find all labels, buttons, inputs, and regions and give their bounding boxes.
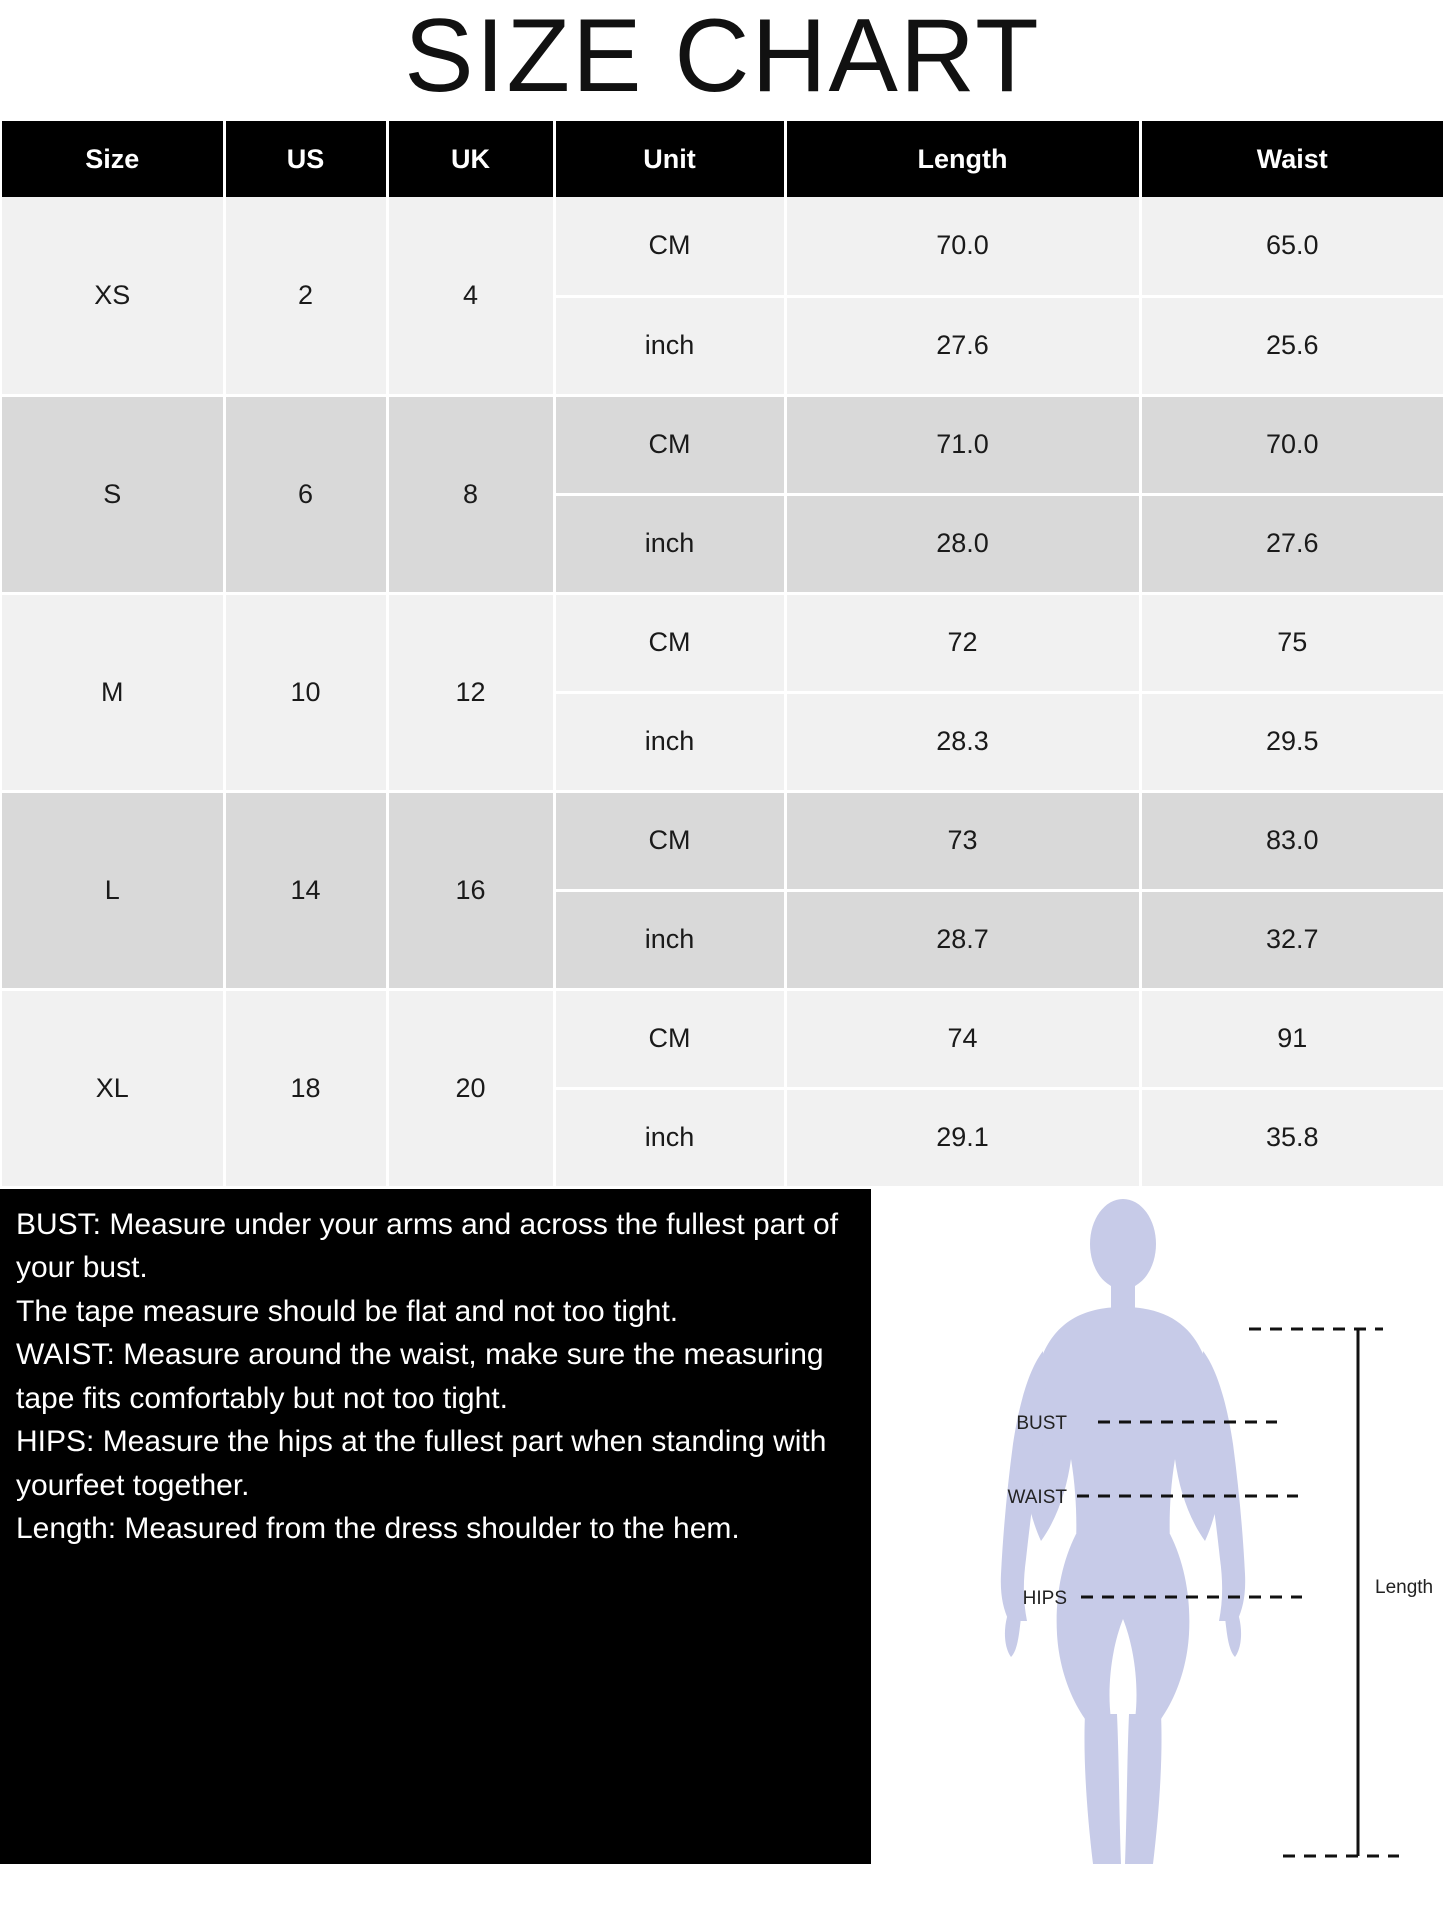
cell-us: 18	[224, 989, 387, 1187]
cell-uk: 20	[387, 989, 554, 1187]
column-header-size: Size	[2, 121, 224, 197]
table-row	[2, 197, 1443, 296]
column-header-us: US	[224, 121, 387, 197]
page-title: SIZE CHART	[404, 0, 1041, 114]
cell-uk: 8	[387, 395, 554, 593]
cell-length: 72	[785, 593, 1140, 692]
cell-size: L	[2, 791, 224, 989]
instruction-line-waist: WAIST: Measure around the waist, make sure the measuring tape fits comfortably but not too tight.	[16, 1338, 824, 1415]
cell-size: M	[2, 593, 224, 791]
size-chart-table-wrapper	[0, 121, 1445, 1189]
cell-length: 28.0	[785, 494, 1140, 593]
cell-waist: 83.0	[1140, 791, 1443, 890]
instruction-line-bust: BUST: Measure under your arms and across the fullest part of your bust.	[16, 1207, 839, 1285]
cell-unit: CM	[554, 395, 785, 494]
cell-waist: 32.7	[1140, 890, 1443, 989]
label-length: Length	[1375, 1576, 1434, 1598]
table-row	[2, 593, 1443, 692]
cell-waist: 65.0	[1140, 197, 1443, 296]
cell-unit: CM	[554, 791, 785, 890]
table-row	[2, 791, 1443, 890]
cell-unit: inch	[554, 890, 785, 989]
label-bust: BUST	[1016, 1412, 1067, 1434]
table-header-row	[2, 121, 1443, 197]
cell-waist: 27.6	[1140, 494, 1443, 593]
label-hips: HIPS	[1022, 1587, 1067, 1609]
instruction-line-length: Length: Measured from the dress shoulder to the hem.	[16, 1512, 740, 1546]
cell-waist: 91	[1140, 989, 1443, 1088]
cell-length: 74	[785, 989, 1140, 1088]
cell-unit: inch	[554, 692, 785, 791]
label-waist: WAIST	[1007, 1486, 1067, 1508]
cell-uk: 16	[387, 791, 554, 989]
cell-us: 6	[224, 395, 387, 593]
measurement-figure	[871, 1189, 1445, 1864]
cell-us: 14	[224, 791, 387, 989]
column-header-uk: UK	[387, 121, 554, 197]
measurement-instructions	[0, 1189, 871, 1864]
cell-unit: CM	[554, 197, 785, 296]
instruction-line-tape: The tape measure should be flat and not too tight.	[16, 1294, 679, 1328]
column-header-unit: Unit	[554, 121, 785, 197]
cell-unit: inch	[554, 296, 785, 395]
cell-length: 27.6	[785, 296, 1140, 395]
cell-waist: 35.8	[1140, 1088, 1443, 1187]
cell-unit: CM	[554, 989, 785, 1088]
mannequin-silhouette	[1001, 1199, 1245, 1864]
bottom-section	[0, 1189, 1445, 1864]
column-header-waist: Waist	[1140, 121, 1443, 197]
cell-length: 70.0	[785, 197, 1140, 296]
table-row	[2, 989, 1443, 1088]
cell-size: S	[2, 395, 224, 593]
cell-us: 2	[224, 197, 387, 395]
size-chart-table	[2, 121, 1443, 1189]
cell-unit: inch	[554, 1088, 785, 1187]
cell-size: XS	[2, 197, 224, 395]
cell-length: 29.1	[785, 1088, 1140, 1187]
cell-size: XL	[2, 989, 224, 1187]
cell-waist: 25.6	[1140, 296, 1443, 395]
cell-length: 28.7	[785, 890, 1140, 989]
cell-us: 10	[224, 593, 387, 791]
cell-waist: 75	[1140, 593, 1443, 692]
cell-unit: inch	[554, 494, 785, 593]
column-header-length: Length	[785, 121, 1140, 197]
cell-uk: 4	[387, 197, 554, 395]
cell-unit: CM	[554, 593, 785, 692]
instruction-line-hips: HIPS: Measure the hips at the fullest part when standing with yourfeet together.	[16, 1425, 827, 1502]
cell-length: 71.0	[785, 395, 1140, 494]
cell-length: 28.3	[785, 692, 1140, 791]
body-figure-diagram	[871, 1189, 1445, 1864]
cell-uk: 12	[387, 593, 554, 791]
cell-waist: 29.5	[1140, 692, 1443, 791]
table-row	[2, 395, 1443, 494]
cell-waist: 70.0	[1140, 395, 1443, 494]
cell-length: 73	[785, 791, 1140, 890]
